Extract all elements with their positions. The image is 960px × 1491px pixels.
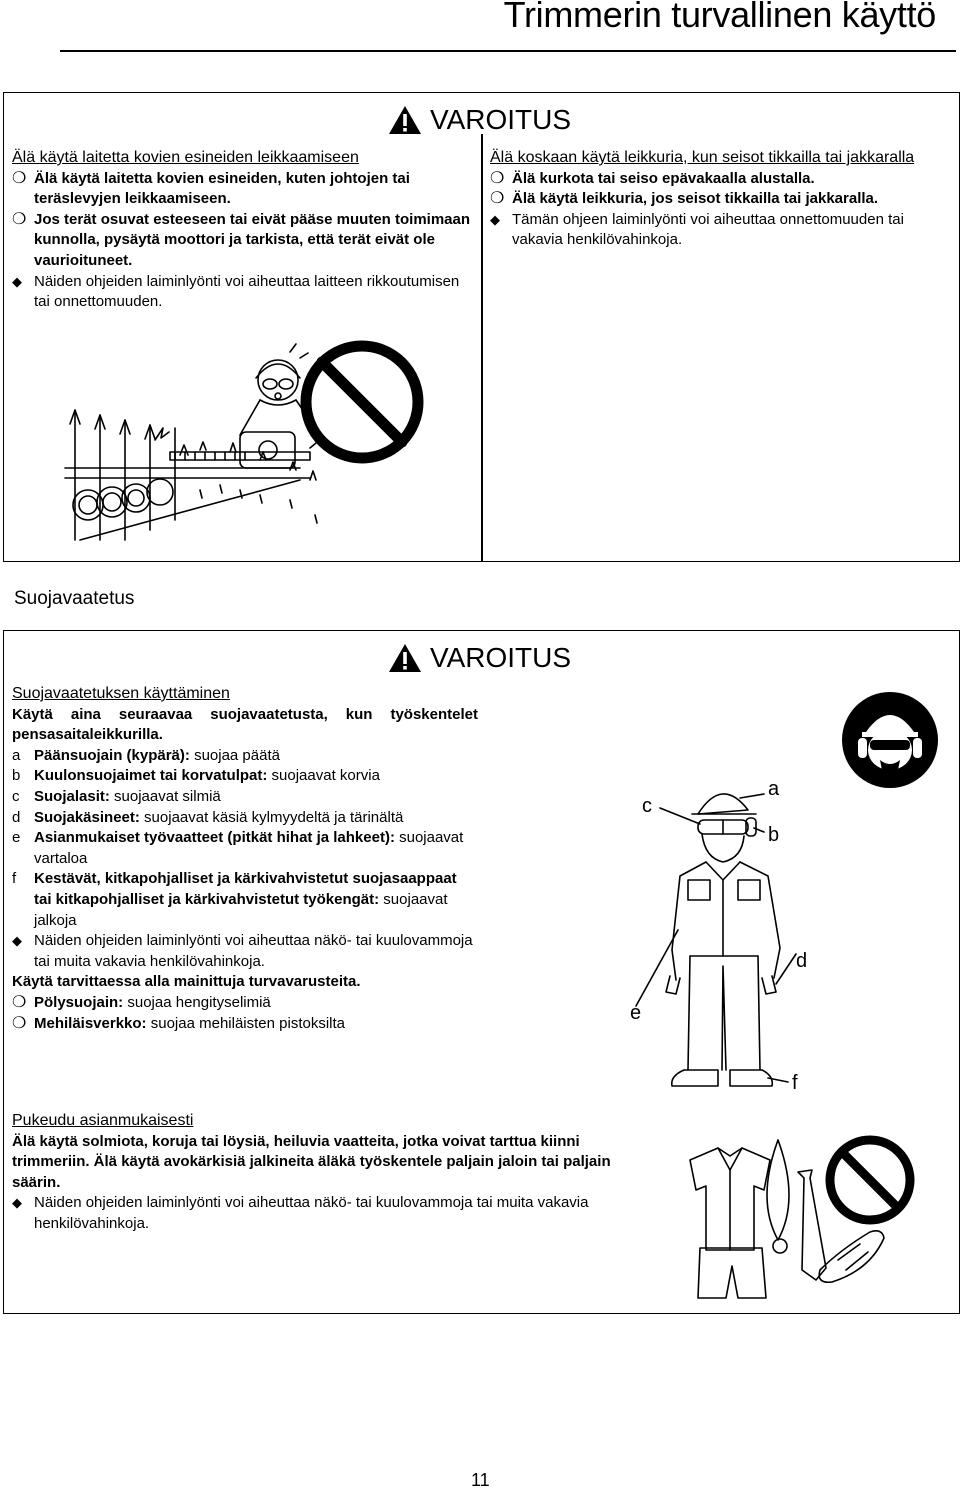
warning-label: VAROITUS	[430, 642, 572, 673]
illustration-loose-clothing-prohibited	[670, 1120, 950, 1305]
list-item: ❍ Älä kurkota tai seiso epävakaalla alustalla.	[490, 169, 815, 187]
dress-properly-heading: Pukeudu asianmukaisesti	[12, 1112, 194, 1129]
list-item: c Suojalasit: suojaavat silmiä	[12, 787, 221, 805]
diamond-bullet-icon: ◆	[12, 933, 22, 949]
list-item: ❍ Älä käytä laitetta kovien esineiden, kuten johtojen tai teräslevyjen leikkaamiseen.	[12, 169, 410, 208]
consequence-item: ◆ Näiden ohjeiden laiminlyönti voi aiheuttaa näkö- tai kuulovammoja tai muita vakavia henkilövahinkoja.	[12, 1194, 589, 1232]
diamond-bullet-icon: ◆	[490, 211, 500, 227]
list-item: a Päänsuojain (kypärä): suojaa päätä	[12, 746, 280, 764]
warning-header-1	[388, 104, 571, 136]
protective-gear-intro: Käytä aina seuraavaa suojavaatetusta, kun työskentelet pensasaitaleikkurilla.	[12, 705, 478, 744]
warning-triangle-icon	[388, 105, 422, 135]
dress-properly-body: Älä käytä solmiota, koruja tai löysiä, heiluvia vaatteita, jotka voivat tarttua kiinni trimmeriin. Älä käytä avokärkisiä jalkineita äläkä työskentele paljain jaloin tai paljain säärin.	[12, 1132, 611, 1191]
optional-gear-intro: Käytä tarvittaessa alla mainittuja turvavarusteita.	[12, 973, 361, 991]
figure-label-a: a	[768, 778, 780, 800]
figure-label-f: f	[792, 1072, 798, 1094]
illustration-trimming-metal-fence	[60, 340, 430, 550]
consequence-item: ◆ Tämän ohjeen laiminlyönti voi aiheuttaa onnettomuuden tai vakavia henkilövahinkoja.	[490, 210, 904, 249]
protective-gear-heading: Suojavaatetuksen käyttäminen	[12, 685, 230, 702]
consequence-item: ◆ Näiden ohjeiden laiminlyönti voi aiheuttaa laitteen rikkoutumisen tai onnettomuuden.	[12, 272, 460, 311]
box1-divider	[481, 134, 483, 562]
page-number: 11	[471, 1470, 490, 1490]
warning-header-2	[388, 642, 571, 674]
title-rule	[60, 50, 956, 52]
circle-bullet-icon: ❍	[12, 1014, 27, 1032]
diamond-bullet-icon: ◆	[12, 273, 22, 289]
diamond-bullet-icon: ◆	[12, 1195, 22, 1211]
page-title: Trimmerin turvallinen käyttö	[503, 0, 936, 35]
dress-properly-text	[12, 1111, 624, 1235]
circle-bullet-icon: ❍	[490, 169, 505, 187]
list-item: ❍ Jos terät osuvat esteeseen tai eivät pääse muuten toimimaan kunnolla, pysäytä moottori ja tarkista, että terät eivät ole vaurioituneet.	[12, 210, 471, 269]
consequence-item: ◆ Näiden ohjeiden laiminlyönti voi aiheuttaa näkö- tai kuulovammoja tai muita vakavia henkilövahinkoja.	[12, 932, 473, 970]
circle-bullet-icon: ❍	[12, 993, 27, 1011]
box1-right-heading: Älä koskaan käytä leikkuria, kun seisot tikkailla tai jakkaralla	[490, 149, 915, 166]
figure-label-d: d	[796, 950, 808, 972]
list-item: f Kestävät, kitkapohjalliset ja kärkivahvistetut suojasaappaat tai kitkapohjalliset ja kärkivahvistetut työkengät: suojaavat jalkoja	[12, 870, 457, 929]
circle-bullet-icon: ❍	[12, 210, 27, 228]
box1-left-text	[12, 148, 474, 313]
list-item: e Asianmukaiset työvaatteet (pitkät hihat ja lahkeet): suojaavat vartaloa	[12, 829, 464, 867]
list-item: b Kuulonsuojaimet tai korvatulpat: suojaavat korvia	[12, 767, 380, 785]
warning-triangle-icon	[388, 643, 422, 673]
warning-label: VAROITUS	[430, 104, 572, 135]
figure-label-c: c	[642, 795, 652, 817]
figure-label-e: e	[630, 1002, 642, 1024]
list-item: ❍ Pölysuojain: suojaa hengityselimiä	[12, 993, 271, 1011]
figure-label-b: b	[768, 824, 780, 846]
box1-left-heading: Älä käytä laitetta kovien esineiden leikkaamiseen	[12, 149, 359, 166]
circle-bullet-icon: ❍	[490, 190, 505, 208]
list-item: ❍ Mehiläisverkko: suojaa mehiläisten pistoksilta	[12, 1014, 346, 1032]
illustration-worker-protective-gear	[610, 770, 860, 1100]
box1-right-text	[490, 148, 952, 251]
list-item: d Suojakäsineet: suojaavat käsiä kylmyydeltä ja tärinältä	[12, 808, 404, 826]
list-item: ❍ Älä käytä leikkuria, jos seisot tikkailla tai jakkaralla.	[490, 190, 879, 208]
circle-bullet-icon: ❍	[12, 169, 27, 187]
protective-gear-text	[12, 684, 478, 1034]
section-title: Suojavaatetus	[14, 588, 135, 609]
